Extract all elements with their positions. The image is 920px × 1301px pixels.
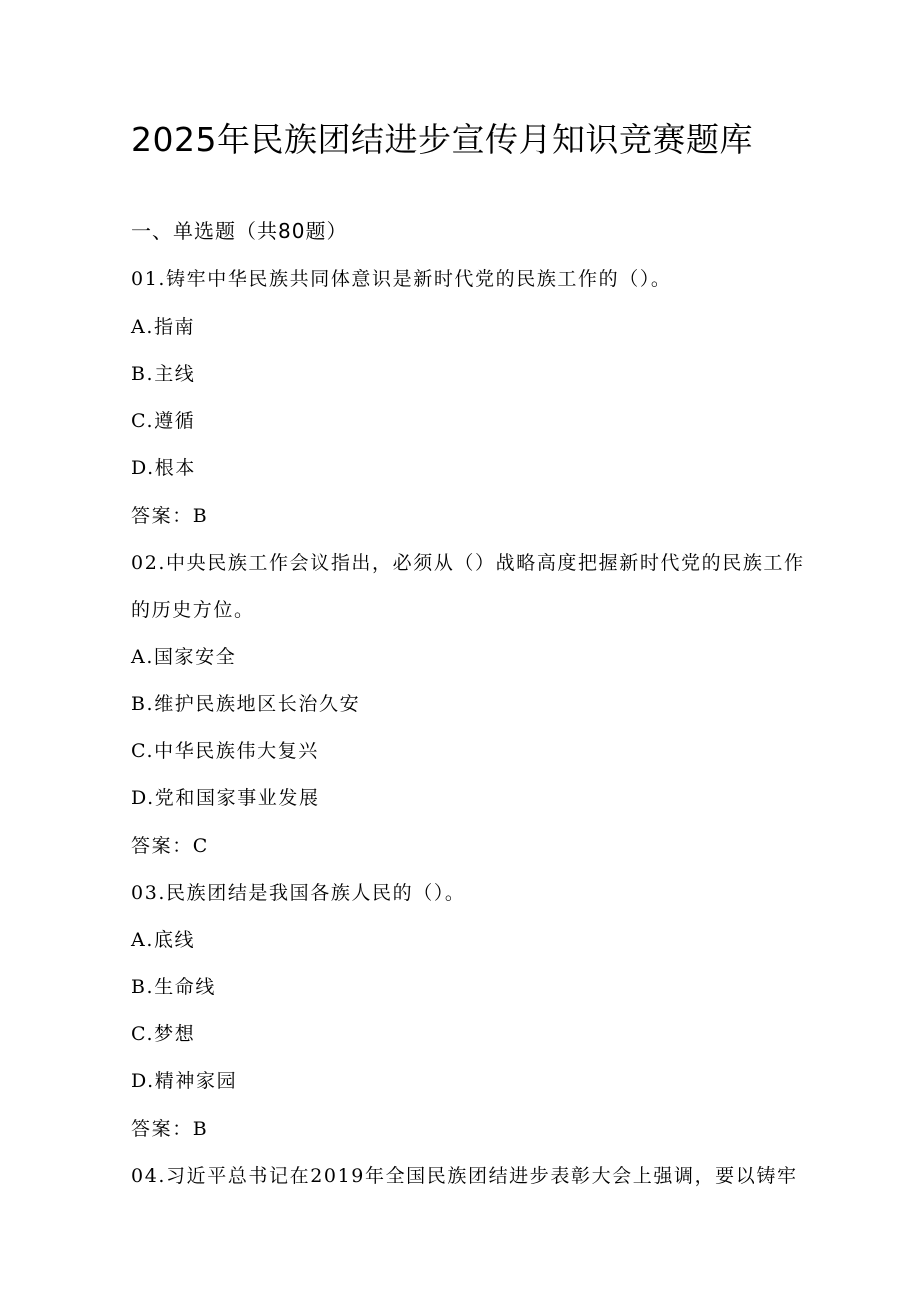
question-01-option-b: B.主线 [131,363,196,385]
question-02-option-d: D.党和国家事业发展 [131,787,320,809]
question-02-option-b: B.维护民族地区长治久安 [131,693,361,715]
question-03-option-b: B.生命线 [131,976,217,998]
question-03-stem: 03.民族团结是我国各族人民的（）。 [131,882,466,904]
section-heading: 一、单选题（共80题） [131,219,348,243]
question-03-option-a: A.底线 [131,929,196,951]
question-01-answer: 答案：B [131,505,209,527]
question-02-option-c: C.中华民族伟大复兴 [131,740,319,762]
question-01-option-d: D.根本 [131,457,196,479]
question-02-stem-line-1: 02.中央民族工作会议指出，必须从（）战略高度把握新时代党的民族工作 [131,552,805,574]
document-title: 2025年民族团结进步宣传月知识竞赛题库 [131,120,753,159]
question-01-option-c: C.遵循 [131,410,196,432]
question-03-option-d: D.精神家园 [131,1070,238,1092]
question-03-answer: 答案：B [131,1118,209,1140]
question-04-stem: 04.习近平总书记在2019年全国民族团结进步表彰大会上强调，要以铸牢 [131,1165,798,1187]
question-01-option-a: A.指南 [131,316,196,338]
question-02-answer: 答案：C [131,835,209,857]
question-02-stem-line-2: 的历史方位。 [131,599,255,621]
question-02-option-a: A.国家安全 [131,646,237,668]
question-03-option-c: C.梦想 [131,1023,196,1045]
question-01-stem: 01.铸牢中华民族共同体意识是新时代党的民族工作的（）。 [131,268,672,290]
